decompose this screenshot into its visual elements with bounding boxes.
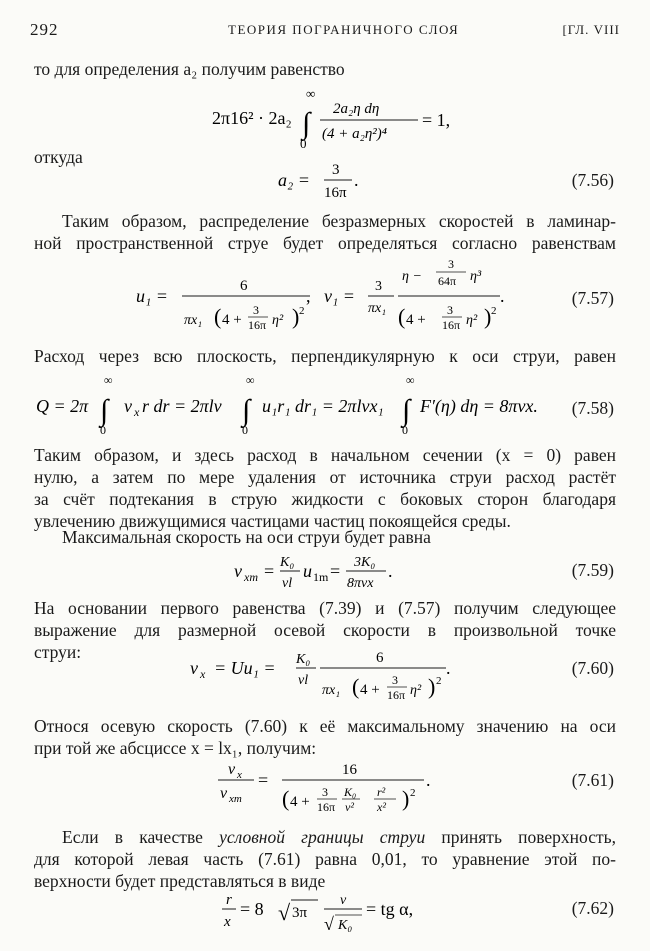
eq758-lower-1: 0 <box>100 423 106 437</box>
sq: 2 <box>491 305 497 317</box>
sq: 2 <box>299 305 305 317</box>
paragraph-3-line-1: Таким образом, распределение безразмерных скоростей в ламинар- <box>62 211 616 231</box>
paragraph-6: Максимальная скорость на оси струи будет равна <box>62 527 431 547</box>
eq760-eq: = Uu₁ = <box>214 658 276 678</box>
eq757-u-num: 6 <box>240 278 248 294</box>
paragraph-4-line: Расход через всю плоскость, перпендикулярную к оси струи, равен <box>34 346 616 366</box>
eq757-u-den-a: πx₁ <box>184 313 203 328</box>
equation-number: (7.58) <box>571 398 614 418</box>
eq757-u-den-frac-n: 3 <box>253 303 259 317</box>
eq757-v-den-b: η² <box>466 313 478 328</box>
paragraph-9 <box>34 826 616 892</box>
paragraph-9-text-b: принять поверхность, <box>425 827 616 847</box>
integral-sign: ∫ <box>302 107 311 140</box>
eq760-k0: K₀ <box>296 652 311 667</box>
paragraph-1: то для определения a₂ получим равенство <box>34 59 345 79</box>
equation-a2-svg <box>0 86 650 150</box>
period: . <box>426 770 431 790</box>
period: . <box>446 658 451 678</box>
eq760-num: 6 <box>376 650 384 666</box>
eq760-lhs: v <box>190 658 198 678</box>
eq761-num: 16 <box>342 762 357 778</box>
equation-number: (7.56) <box>571 170 614 190</box>
eq761-f1d: 16π <box>317 800 336 814</box>
eq761-vxm-sub: xm <box>229 793 242 805</box>
paragraph-9-line-3: верхности будет представляться в виде <box>34 871 326 891</box>
equation-7-62 <box>0 888 650 944</box>
frac-n: 3 <box>392 673 398 687</box>
page-header <box>30 20 620 42</box>
eq758-lower-3: 0 <box>402 423 408 437</box>
paren-close: ) <box>428 674 436 699</box>
eq762-rhs: = tg α, <box>366 899 414 919</box>
four: 4 + <box>222 312 242 328</box>
eq759-num2: 3K₀ <box>354 555 376 570</box>
eq-a2-denominator: (4 + a₂η²)⁴ <box>322 126 387 142</box>
equation-number: (7.61) <box>571 770 614 790</box>
eq-a2-lower: 0 <box>300 136 307 150</box>
eq759-nul: νl <box>282 576 293 591</box>
equation-7-62-svg <box>0 888 650 944</box>
four: 4 + <box>290 794 310 810</box>
paragraph-4 <box>34 345 616 367</box>
eq756-end: . <box>354 170 359 190</box>
eq760-nul: νl <box>298 673 309 688</box>
equation-a2 <box>0 86 650 150</box>
eq758-text3: r dr = 2πlν <box>142 396 222 416</box>
paragraph-3-line-2: ной пространственной струе будет определяться согласно равенствам <box>34 233 616 253</box>
equation-7-61-svg <box>0 758 650 820</box>
eq761-f1n: 3 <box>322 785 328 799</box>
paren-close: ) <box>402 786 410 811</box>
eq758-upper-3: ∞ <box>406 373 415 387</box>
eq758-text2: v <box>124 396 132 416</box>
paragraph-7-line-3: струи: <box>34 642 82 662</box>
paragraph-5-line-1: Таким образом, и здесь расход в начальном сечении (x = 0) равен <box>34 445 616 465</box>
paragraph-5-line-4: увлечению движущимися частицами частиц покоящейся среды. <box>34 511 511 531</box>
paragraph-9-line-1 <box>34 826 616 848</box>
eq759-end: . <box>388 561 393 581</box>
eq759-den2: 8πνx <box>347 576 374 591</box>
eq758-text1: Q = 2π <box>36 396 89 416</box>
eq759-u: u <box>303 561 312 581</box>
equation-7-56-svg <box>0 158 650 202</box>
den-pix: πx₁ <box>322 683 341 698</box>
eq758-upper-2: ∞ <box>246 373 255 387</box>
eq761-f3d: x² <box>377 800 386 814</box>
eq761-vx: v <box>228 761 236 778</box>
paren-open: ( <box>214 304 222 329</box>
paragraph-9-text-a: Если в качестве <box>62 827 220 847</box>
four: 4 + <box>360 682 380 698</box>
equation-number: (7.59) <box>571 560 614 580</box>
eq762-lhs-n: r <box>226 892 232 908</box>
equation-number: (7.57) <box>571 288 614 308</box>
eq758-lower-2: 0 <box>242 423 248 437</box>
eq758-text5: F′(η) dη = 8πνx. <box>420 396 538 416</box>
paragraph-8-line-2: при той же абсциссе x = lx₁, получим: <box>34 738 317 758</box>
eq757-u-den-b: η² <box>272 313 284 328</box>
equation-7-61 <box>0 758 650 820</box>
eq757-v-num-fn: 3 <box>448 257 454 271</box>
sq: 2 <box>436 675 442 687</box>
comma: , <box>306 286 311 306</box>
paragraph-7-line-1: На основании первого равенства (7.39) и (7.57) получим следующее <box>34 598 616 618</box>
eq756-den: 16π <box>324 185 347 201</box>
eq757-v-num-fd: 64π <box>438 274 457 288</box>
eq759-usub: 1m <box>313 570 329 584</box>
equation-7-59-svg <box>0 550 650 594</box>
eq759-eq2: = <box>330 561 341 581</box>
eq760-sub: x <box>200 667 206 681</box>
eta2: η² <box>410 683 422 698</box>
period: . <box>500 286 505 306</box>
eq762-frac-n: ν <box>340 893 347 908</box>
paragraph-5 <box>34 444 616 532</box>
eq762-rad: 3π <box>292 905 308 921</box>
eq-a2-numerator: 2a₂η dη <box>333 101 380 117</box>
eq757-v-lhs: v₁ = <box>324 286 355 306</box>
page-number: 292 <box>30 20 59 39</box>
equation-7-57-svg <box>0 254 650 336</box>
paragraph-3 <box>34 210 616 254</box>
eq761-vx-sub: x <box>237 769 242 781</box>
frac-d: 16π <box>387 688 406 702</box>
radical-sign: √ <box>324 914 334 934</box>
paren-close: ) <box>292 304 300 329</box>
eq759-lhs: v <box>234 561 242 581</box>
eq761-f2d: ν² <box>345 800 354 814</box>
running-title: ТЕОРИЯ ПОГРАНИЧНОГО СЛОЯ <box>228 22 460 37</box>
paragraph-2: откуда <box>34 147 83 167</box>
paragraph-8 <box>34 715 616 759</box>
integral-sign: ∫ <box>402 394 411 427</box>
eq759-k0: K₀ <box>280 555 295 570</box>
eq759-sub: xm <box>244 570 258 584</box>
eq757-u-den-frac-d: 16π <box>248 318 267 332</box>
eq-a2-lhs: 2π16² · 2a₂ <box>212 108 292 128</box>
eq756-num: 3 <box>332 162 340 178</box>
equation-7-58-svg <box>0 372 650 438</box>
eq-a2-upper: ∞ <box>306 86 316 101</box>
eq756-lhs: a₂ = <box>278 170 310 190</box>
equation-7-56 <box>0 158 650 202</box>
eq757-v-num-a: η − <box>402 269 422 284</box>
equation-7-60-svg <box>0 646 650 708</box>
paragraph-9-line-2: для которой левая часть (7.61) равна 0,01, то уравнение этой по- <box>34 849 616 869</box>
integral-sign: ∫ <box>242 394 251 427</box>
paren-open: ( <box>282 786 290 811</box>
eq762-mid: = 8 <box>240 899 264 919</box>
paragraph-8-line-1: Относя осевую скорость (7.60) к её максимальному значению на оси <box>34 716 616 736</box>
chapter-label: [ГЛ. VIII <box>562 22 620 37</box>
integral-sign: ∫ <box>100 394 109 427</box>
paragraph-5-line-3: за счёт подтекания в струю жидкости с боковых сторон благодаря <box>34 489 616 509</box>
equation-number: (7.60) <box>571 658 614 678</box>
paragraph-7-line-2: выражение для размерной осевой скорости в произвольной точке <box>34 620 616 640</box>
eq757-v-den-frac-d: 16π <box>442 318 461 332</box>
eq757-v-coef-den: πx₁ <box>368 301 387 316</box>
radical-sign: √ <box>278 900 291 925</box>
eq758-text4: u₁r₁ dr₁ = 2πlνx₁ <box>262 396 384 416</box>
paragraph-9-emphasis: условной границы струи <box>219 827 426 847</box>
paren-open: ( <box>352 674 360 699</box>
sq: 2 <box>410 787 416 799</box>
eq761-vxm: v <box>220 785 228 802</box>
equation-7-57 <box>0 254 650 336</box>
eq757-v-num-b: η³ <box>470 269 482 284</box>
eq757-v-den-frac-n: 3 <box>447 303 453 317</box>
equation-7-59 <box>0 550 650 594</box>
four: 4 + <box>406 312 426 328</box>
paragraph-5-line-2: нулю, а затем по мере удаления от источника струи расход растёт <box>34 467 616 487</box>
paren-close: ) <box>484 304 492 329</box>
eq-a2-rhs: = 1, <box>422 110 451 130</box>
eq761-f3n: r² <box>377 785 386 799</box>
eq758-upper-1: ∞ <box>104 373 113 387</box>
paren-open: ( <box>398 304 406 329</box>
eq757-u-lhs: u₁ = <box>136 286 168 306</box>
eq762-lhs-d: x <box>224 914 231 930</box>
eq761-f2n: K₀ <box>344 785 357 799</box>
equation-7-58 <box>0 372 650 438</box>
x-sub: x <box>134 405 140 419</box>
equals: = <box>258 770 269 790</box>
eq762-frac-d: K₀ <box>338 918 353 933</box>
eq759-eq: = <box>264 561 275 581</box>
equation-number: (7.62) <box>571 898 614 918</box>
eq757-v-coef-num: 3 <box>375 279 382 294</box>
equation-7-60 <box>0 646 650 708</box>
